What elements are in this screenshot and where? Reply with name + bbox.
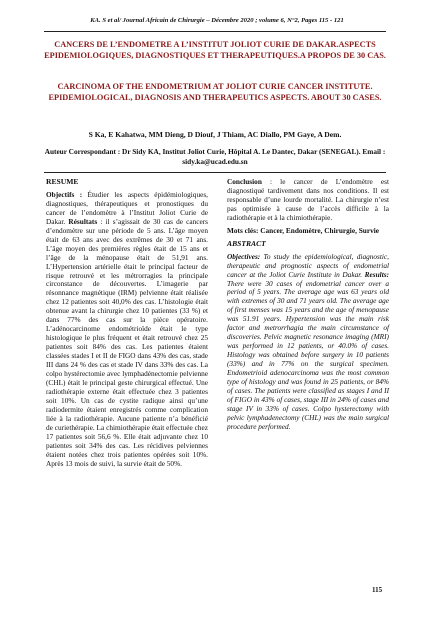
section-rule	[44, 172, 386, 173]
title-english: CARCINOMA OF THE ENDOMETRIUM AT JOLIOT CURIE CANCER INSTITUTE. EPIDEMIOLOGICAL, DIAGNOSIS AND THERAPEUTICS ASPECTS. ABOUT 30 CASES.	[48, 82, 382, 102]
title-french: CANCERS DE L’ENDOMETRE A L’INSTITUT JOLIOT CURIE DE DAKAR.ASPECTS EPIDEMIOLOGIQUES, DIAGNOSTIQUES ET THERAPEUTIQUES.A PROPOS DE 30 CAS.	[44, 40, 386, 60]
abstract-heading: ABSTRACT	[227, 238, 266, 248]
journal-header: KA. S et al/ Journal Africain de Chirurgie – Décembre 2020 ; volume 6, N°2, Pages 115 - 121	[90, 17, 344, 24]
abstract-body	[227, 253, 389, 432]
right-column	[227, 178, 389, 432]
resume-column	[46, 178, 208, 469]
resume-heading: RESUME	[46, 177, 79, 186]
resultats-text: : il s’agissait de 30 cas de cancers d’endomètre sur une période de 5 ans. L’âge moyen était de 63 ans avec des extrêmes de 30 et 71 ans. L’âge moyen des premières règles était de 15 ans et l’âge de la ménopause était de 51,91 ans. L’Hypertension artérielle était le principal facteur de risque retrouvé et les métrorragies la principale circonstance de découvertes. L’imagerie par résonnance magnétique (IRM) pelvienne était réalisée chez 12 patientes soit 40,0% des cas. L’histologie était obtenue avant la chirurgie chez 10 patientes (33 %) et dans 77% des cas sur la pièce opératoire. L’adénocarcinome endométrioïde était le type histologique le plus fréquent et était retrouvé chez 25 patientes soit 84% des cas. Les patientes étaient classées stades I et II de FIGO dans 43% des cas, stade III dans 24 % des cas et stade IV dans 33% des cas. La colpo hystérectomie avec lymphadénectomie pelvienne (CHL) était le principal geste chirurgical effectué. Une radiothérapie externe était effectuée chez 3 patientes soit 10%. Un cas de cystite radique ainsi qu’une radiodermite étaient enregistrés comme complication liée à la radiothérapie. Aucune patiente n’a bénéficié de curiethérapie. La chimiothérapie était effectuée chez 17 patientes soit 56,6 %. Elle était adjuvante chez 10 patientes soit 34% des cas. Les récidives pelviennes étaient notées chez trois patientes opérées soit 10%. Après 13 mois de suivi, la survie était de 50%.	[46, 216, 209, 468]
page-number: 115	[372, 586, 383, 594]
keywords: Mots clés: Cancer, Endomètre, Chirurgie, Survie	[227, 225, 379, 235]
objectives-label: Objectives:	[227, 251, 261, 261]
corresponding-author: Auteur Correspondant : Dr Sidy KA, Institut Joliot Curie, Hôpital A. Le Dantec, Dakar (SENEGAL). Email : sidy.ka@ucad.edu.sn	[44, 147, 386, 166]
header-rule	[44, 31, 386, 32]
authors: S Ka, E Kahatwa, MM Dieng, D Diouf, J Thiam, AC Diallo, PM Gaye, A Dem.	[88, 130, 342, 139]
resultats-label: Résultats	[68, 216, 98, 226]
resume-body	[46, 191, 208, 469]
conclusion-text: : le cancer de L’endomètre est diagnostiqué tardivement dans nos conditions. Il est responsable d’une lourde mortalité. La chirurgie n’est pas optimisée à cause de l’accès difficile à la radiothérapie et à la chimiothérapie.	[227, 177, 389, 222]
objectives-text: To study the epidemiological, diagnostic, therapeutic and prognostic aspects of endometrial cancer at the Joliot Curie Institute in Dakar.	[227, 251, 389, 279]
results-label: Results:	[364, 269, 389, 279]
results-text: There were 30 cases of endometrial cancer over a period of 5 years. The average age was 63 years old with extremes of 30 and 71 years old. The average age of first menses was 15 years and the age of menopause was 51.91 years. Hypertension was the main risk factor and metrorrhagia the main circumstance of discoveries. Pelvic magnetic resonance imaging (MRI) was performed in 12 patients, or 40.0% of cases. Histology was obtained before surgery in 10 patients (33%) and in 77% on the surgical specimen. Endometrioid adenocarcinoma was the most common type of histology and was found in 25 patients, or 84% of cases. The patients were classified as stages I and II of FIGO in 43% of cases, stage III in 24% of cases and stage IV in 33% of cases. Colpo hysterectomy with pelvic lymphadenectomy (CHL) was the main surgical procedure performed.	[227, 278, 389, 431]
objectifs-label: Objectifs :	[46, 189, 83, 199]
conclusion-label: Conclusion	[227, 177, 262, 186]
resume-continued	[227, 178, 389, 223]
objectifs-text: Étudier les aspects épidémiologiques, diagnostiques, thérapeutiques et pronostiques du cancer de l’endomètre à l’Institut Joliot Curie de Dakar.	[46, 189, 209, 226]
